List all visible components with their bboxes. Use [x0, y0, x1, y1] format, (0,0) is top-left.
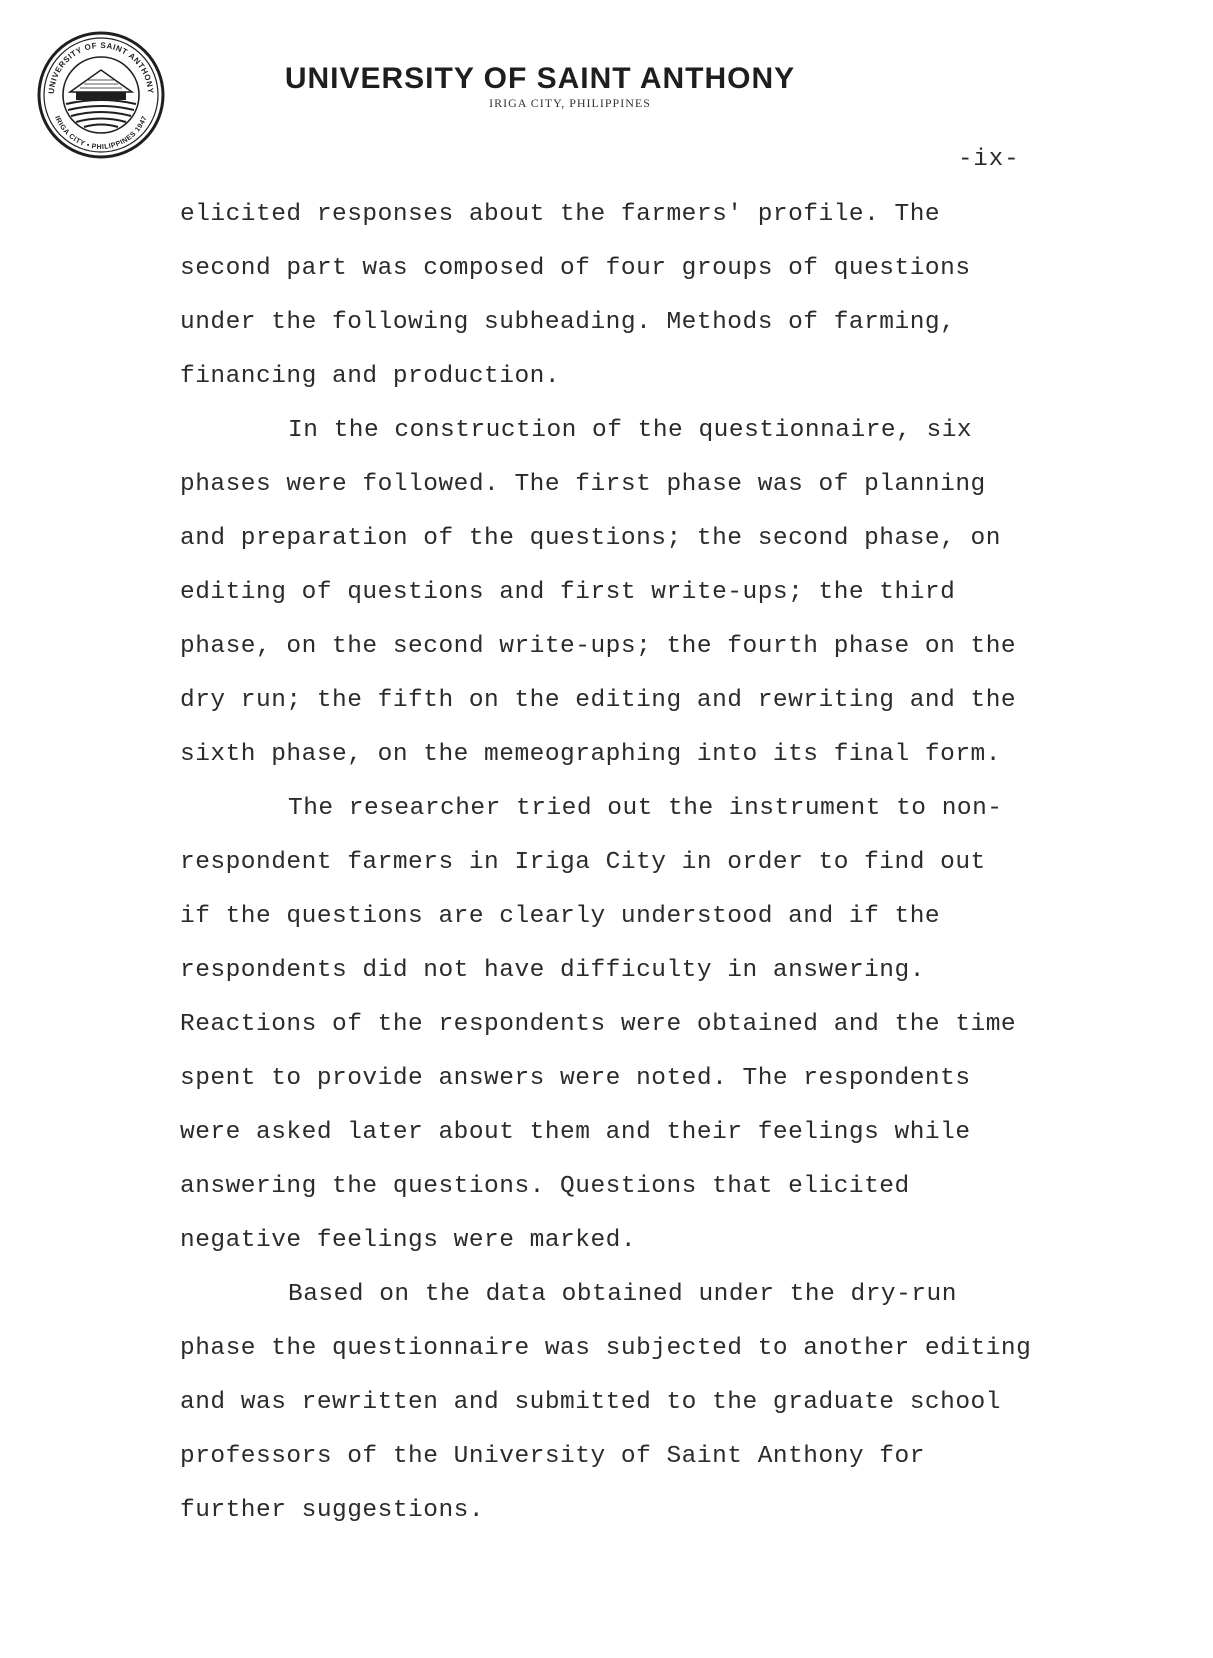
svg-text:IRIGA CITY • PHILIPPINES 1947: IRIGA CITY • PHILIPPINES 1947	[53, 115, 149, 152]
paragraph	[180, 1268, 1080, 1538]
svg-text:UNIVERSITY OF SAINT ANTHONY: UNIVERSITY OF SAINT ANTHONY	[46, 40, 156, 95]
text-line: Reactions of the respondents were obtained and the time	[180, 1011, 1017, 1038]
text-line: editing of questions and first write-ups; the third	[180, 579, 956, 606]
text-line: answering the questions. Questions that elicited	[180, 1173, 910, 1200]
text-line: sixth phase, on the memeographing into its final form.	[180, 741, 1001, 768]
text-line: financing and production.	[180, 363, 561, 390]
text-line: respondent farmers in Iriga City in order to find out	[180, 849, 986, 876]
page-number: -ix-	[958, 146, 1020, 173]
text-line: professors of the University of Saint Anthony for	[180, 1443, 925, 1470]
text-line: were asked later about them and their feelings while	[180, 1119, 971, 1146]
text-line: dry run; the fifth on the editing and rewriting and the	[180, 687, 1017, 714]
institution-name: UNIVERSITY OF SAINT ANTHONY	[284, 62, 796, 95]
text-line: spent to provide answers were noted. The respondents	[180, 1065, 971, 1092]
text-line: if the questions are clearly understood and if the	[180, 903, 941, 930]
university-seal-logo	[36, 30, 166, 160]
text-line: respondents did not have difficulty in answering.	[180, 957, 925, 984]
institution-location: IRIGA CITY, PHILIPPINES	[489, 96, 651, 110]
text-line: The researcher tried out the instrument to non-	[288, 795, 1003, 822]
text-line: elicited responses about the farmers' profile. The	[180, 201, 941, 228]
text-line: second part was composed of four groups of questions	[180, 255, 971, 282]
text-line: and preparation of the questions; the second phase, on	[180, 525, 1001, 552]
letterhead	[240, 62, 840, 111]
paragraph	[180, 188, 1080, 404]
text-line: phase, on the second write-ups; the fourth phase on the	[180, 633, 1017, 660]
text-line: phases were followed. The first phase was of planning	[180, 471, 986, 498]
paragraph	[180, 782, 1080, 1268]
text-line: and was rewritten and submitted to the graduate school	[180, 1389, 1001, 1416]
text-line: under the following subheading. Methods of farming,	[180, 309, 956, 336]
text-line: Based on the data obtained under the dry-run	[288, 1281, 957, 1308]
paragraph	[180, 404, 1080, 782]
text-line: phase the questionnaire was subjected to another editing	[180, 1335, 1032, 1362]
text-line: In the construction of the questionnaire, six	[288, 417, 973, 444]
text-line: negative feelings were marked.	[180, 1227, 637, 1254]
text-line: further suggestions.	[180, 1497, 485, 1524]
body-text	[180, 188, 1080, 1538]
